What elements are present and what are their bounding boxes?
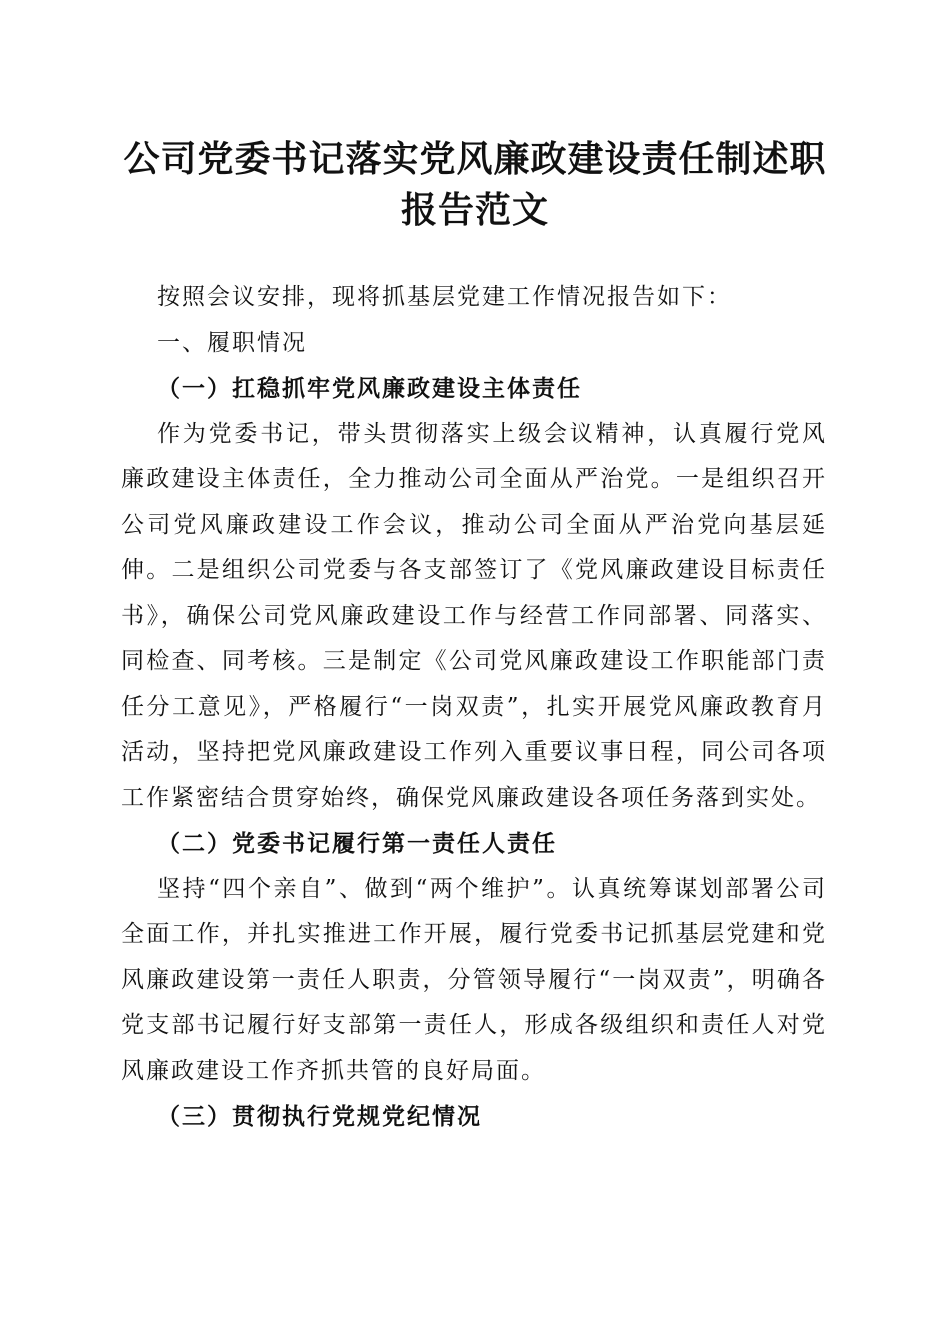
subsection-paragraph-1: 作为党委书记，带头贯彻落实上级会议精神，认真履行党风廉政建设主体责任，全力推动公司全面从严治党。一是组织召开公司党风廉政建设工作会议，推动公司全面从严治党向基层延伸。二是组织公司党委与各支部签订了《党风廉政建设目标责任书》，确保公司党风廉政建设工作与经营工作同部署、同落实、同检查、同考核。三是制定《公司党风廉政建设工作职能部门责任分工意见》，严格履行“一岗双责”，扎实开展党风廉政教育月活动，坚持把党风廉政建设工作列入重要议事日程，同公司各项工作紧密结合贯穿始终，确保党风廉政建设各项任务落到实处。 xyxy=(121,420,827,811)
document-body xyxy=(121,275,827,1140)
subsection-heading-3: （三）贯彻执行党规党纪情况 xyxy=(157,1103,482,1130)
subsection-heading-1: （一）扛稳抓牢党风廉政建设主体责任 xyxy=(157,375,582,402)
document-title: 公司党委书记落实党风廉政建设责任制述职报告范文 xyxy=(123,139,827,231)
intro-paragraph: 按照会议安排，现将抓基层党建工作情况报告如下： xyxy=(157,284,732,310)
subsection-heading-2: （二）党委书记履行第一责任人责任 xyxy=(157,830,557,857)
subsection-paragraph-2: 坚持“四个亲自”、做到“两个维护”。认真统筹谋划部署公司全面工作，并扎实推进工作开展，履行党委书记抓基层党建和党风廉政建设第一责任人职责，分管领导履行“一岗双责”，明确各党支部书记履行好支部第一责任人，形成各级组织和责任人对党风廉政建设工作齐抓共管的良好局面。 xyxy=(121,875,827,1084)
section-heading-performance: 一、履职情况 xyxy=(157,329,307,356)
